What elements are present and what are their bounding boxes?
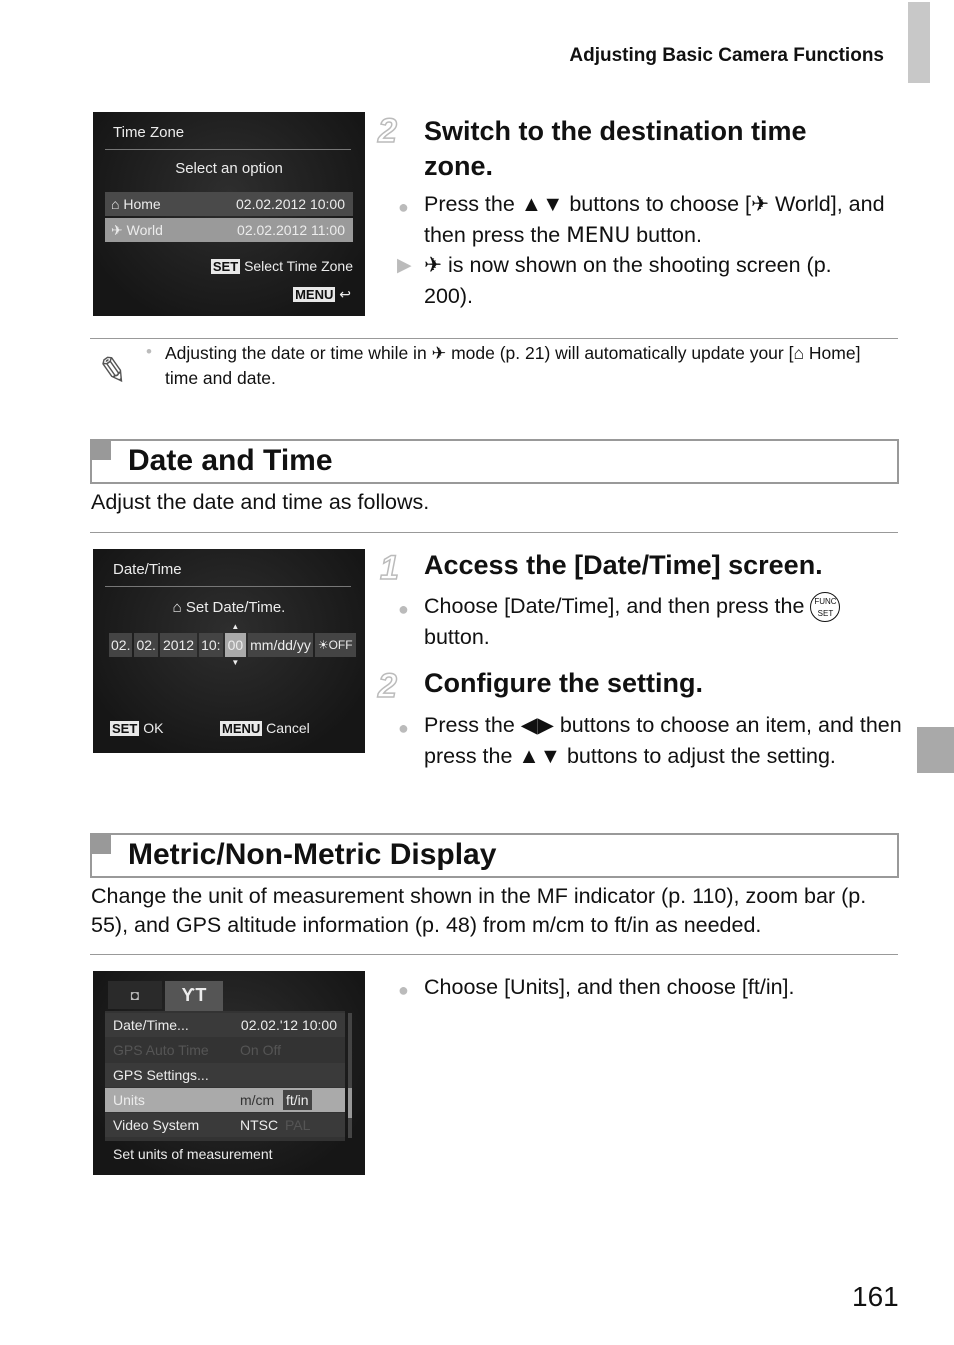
divider <box>90 532 898 533</box>
section-intro: Adjust the date and time as follows. <box>91 490 430 514</box>
ok-hint: SET OK <box>112 720 164 736</box>
screen-prompt: Select an option <box>175 160 283 177</box>
note-text: Adjusting the date or time while in ✈ mode (p. 21) will automatically update your [⌂ Home] time and date. <box>165 343 861 388</box>
row-label: Home <box>123 196 161 212</box>
world-row <box>105 218 353 242</box>
airplane-icon: ✈ <box>424 253 443 277</box>
scrollbar[interactable] <box>348 1013 352 1138</box>
screen-prompt: ⌂ Set Date/Time. <box>172 599 286 616</box>
menu-row-units[interactable]: Units m/cm ft/in <box>105 1088 345 1112</box>
menu-hint <box>293 286 351 303</box>
home-icon: ⌂ <box>111 196 120 212</box>
chapter-tab-marker <box>917 727 954 773</box>
running-header: Adjusting Basic Camera Functions <box>569 45 884 66</box>
pencil-note-icon: ✎ <box>94 347 132 394</box>
func-set-button-icon: FUNC SET <box>810 592 840 622</box>
step-title: Switch to the destination time zone. <box>424 116 807 181</box>
setup-tab[interactable]: ƳT <box>165 981 223 1011</box>
step-number: 2 <box>378 112 397 150</box>
menu-button-icon: MENU <box>566 223 631 248</box>
return-icon: ↩ <box>339 286 351 302</box>
setup-menu-screen <box>93 971 365 1175</box>
date-fields <box>109 622 356 667</box>
format-field[interactable]: mm/dd/yy <box>248 633 313 657</box>
menu-hint: Set units of measurement <box>113 1146 273 1162</box>
section-heading-metric <box>90 833 899 878</box>
section-heading-date-time <box>90 439 899 484</box>
airplane-icon: ✈ <box>431 343 447 363</box>
instruction-bullet: ● Choose [Date/Time], and then press the FUNC SET button. <box>424 591 904 653</box>
row-label: World <box>126 222 163 238</box>
bullet-icon: ● <box>398 197 409 217</box>
step-number: 1 <box>380 549 399 587</box>
menu-row-video-system[interactable]: Video System NTSC PAL <box>105 1113 345 1137</box>
airplane-icon: ✈ <box>751 192 770 216</box>
instruction-bullet: ● Press the ▲▼ buttons to choose [✈ World], and then press the MENU button. <box>398 192 885 248</box>
section-intro: Change the unit of measurement shown in the MF indicator (p. 110), zoom bar (p. 55), and GPS altitude information (p. 48) from m/cm to ft/in as needed. <box>91 884 867 937</box>
home-row <box>105 192 353 216</box>
camera-tab-icon[interactable]: ◘ <box>108 981 162 1009</box>
down-arrow-icon: ▼ <box>231 658 240 667</box>
instruction-bullet: ● Choose [Units], and then choose [ft/in]. <box>398 975 795 1000</box>
row-value: 02.02.2012 11:00 <box>237 222 345 238</box>
step-title: Access the [Date/Time] screen. <box>424 550 823 580</box>
day-field[interactable]: 02. <box>134 633 157 657</box>
time-zone-screen <box>93 112 365 316</box>
ft-in-option-selected: ft/in <box>283 1090 312 1110</box>
divider <box>90 338 898 339</box>
menu-row-date-time[interactable]: Date/Time... 02.02.'12 10:00 <box>105 1013 345 1037</box>
set-key: SET <box>212 259 239 274</box>
note-bullet: • <box>146 342 152 361</box>
result-bullet: ▶ ✈ is now shown on the shooting screen (p. 200). <box>424 250 874 312</box>
section-tab-marker <box>908 2 930 83</box>
page-number: 161 <box>852 1281 899 1312</box>
date-time-screen <box>93 549 365 753</box>
dst-field[interactable]: ☀OFF <box>315 633 356 657</box>
left-right-icon: ◀▶ <box>520 713 554 737</box>
menu-key: MENU <box>295 287 334 302</box>
menu-row-gps-auto-time: GPS Auto Time On Off <box>105 1038 345 1062</box>
month-field[interactable]: 02. <box>109 633 132 657</box>
hour-field[interactable]: 10: <box>199 633 222 657</box>
row-value: 02.02.2012 10:00 <box>236 196 345 212</box>
step-title: Configure the setting. <box>424 668 703 698</box>
year-field[interactable]: 2012 <box>160 633 197 657</box>
set-label: Select Time Zone <box>244 258 353 274</box>
minute-field-selected[interactable]: 00 ▲ ▼ <box>225 633 247 657</box>
result-arrow-icon: ▶ <box>397 255 412 276</box>
set-hint <box>211 258 353 274</box>
home-icon: ⌂ <box>793 343 805 363</box>
up-down-icon: ▲▼ <box>518 744 561 768</box>
section-title: Date and Time <box>128 444 333 477</box>
dst-off-label: OFF <box>328 638 353 652</box>
screen-title: Time Zone <box>113 124 185 141</box>
airplane-icon: ✈ <box>111 222 123 238</box>
menu-row-gps-settings[interactable]: GPS Settings... <box>105 1063 345 1087</box>
home-icon: ⌂ <box>172 599 182 616</box>
up-arrow-icon: ▲ <box>231 622 240 631</box>
screen-title: Date/Time <box>113 561 182 578</box>
instruction-bullet: ● Press the ◀▶ buttons to choose an item, and then press the ▲▼ buttons to adjust the setting. <box>398 713 902 768</box>
divider <box>90 954 898 955</box>
up-down-icon: ▲▼ <box>520 192 564 216</box>
section-title: Metric/Non-Metric Display <box>128 838 497 871</box>
cancel-hint: MENU Cancel <box>222 720 310 736</box>
step-number: 2 <box>378 667 397 705</box>
